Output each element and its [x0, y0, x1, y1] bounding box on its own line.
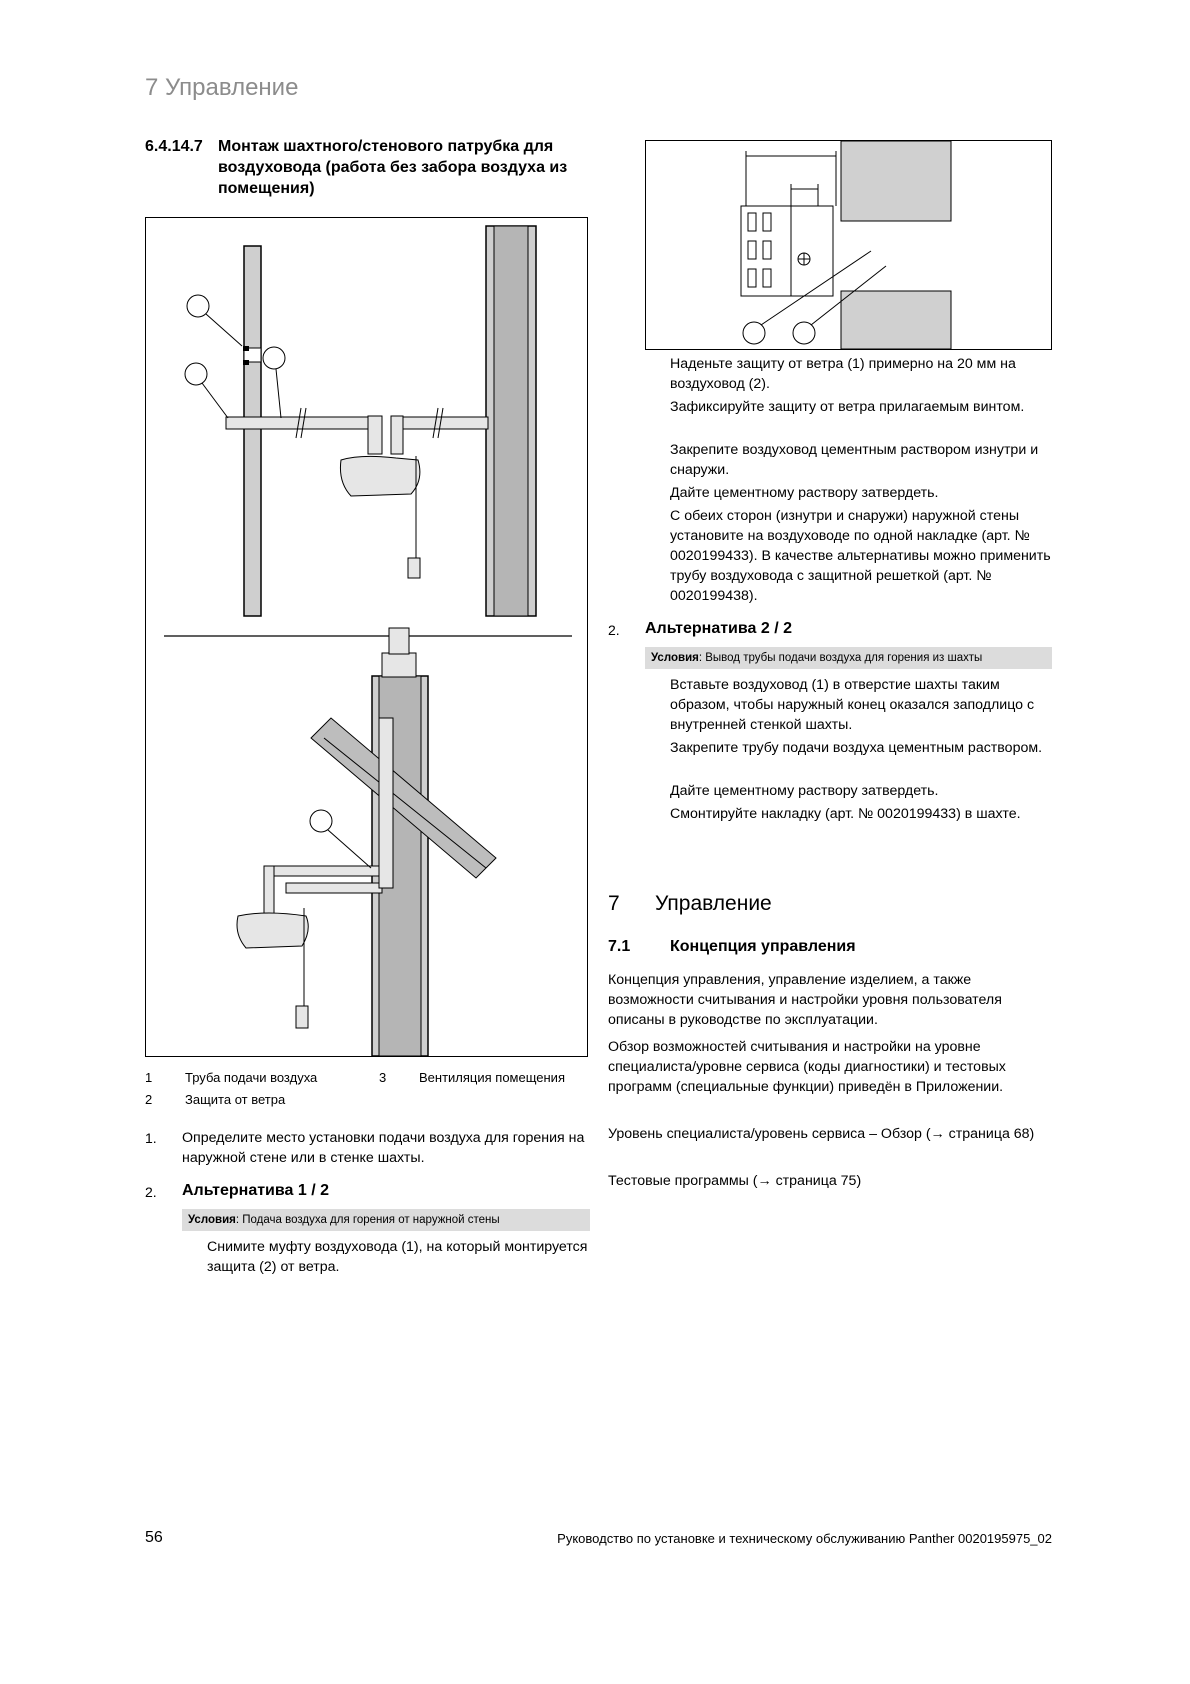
cement-harden-step: Дайте цементному раствору затвердеть.: [670, 485, 939, 501]
chapter-header: 7 Управление: [145, 74, 299, 101]
step-number: 2.: [608, 622, 620, 638]
chapter-number: 7: [608, 892, 620, 915]
chapter7-paragraph: Тестовые программы (→ страница 75): [608, 1173, 862, 1189]
alt2-step: Закрепите трубу подачи воздуха цементным раствором.: [670, 740, 1043, 756]
legend-text: Защита от ветра: [185, 1092, 286, 1107]
legend-text: Труба подачи воздуха: [185, 1070, 318, 1085]
alt2-step: Дайте цементному раствору затвердеть.: [670, 783, 939, 799]
wind-guard-figure: [645, 140, 1052, 350]
step-text: Определите место установки подачи воздуха для горения на наружной стене или в стенке шахты.: [182, 1130, 585, 1166]
chapter7-paragraph: Уровень специалиста/уровень сервиса – Обзор (→ страница 68): [608, 1126, 1035, 1142]
figure-legend: [145, 1070, 590, 1110]
step-number: 1.: [145, 1130, 157, 1146]
step-number: 2.: [145, 1184, 157, 1200]
installation-figure: [145, 217, 588, 1057]
condition-text: : Вывод трубы подачи воздуха для горения из шахты: [698, 652, 983, 664]
alt2-step: Смонтируйте накладку (арт. № 0020199433) в шахте.: [670, 806, 1021, 822]
subsection-number: 7.1: [608, 938, 631, 955]
condition-text: : Подача воздуха для горения от наружной стены: [235, 1214, 500, 1226]
chapter7-paragraph: Концепция управления, управление изделием, а также возможности считывания и настройки уровня пользователя описаны в руководстве по эксплуатации.: [608, 972, 1002, 1028]
alternative-2-heading: Альтернатива 2 / 2: [645, 620, 792, 637]
alt1-instruction: Снимите муфту воздуховода (1), на который монтируется защита (2) от ветра.: [207, 1239, 588, 1275]
chapter-title: Управление: [655, 892, 772, 915]
wind-guard-step: Наденьте защиту от ветра (1) примерно на 20 мм на воздуховод (2).: [670, 356, 1016, 392]
document-title: Руководство по установке и техническому обслуживанию Panther 0020195975_02: [557, 1531, 1052, 1546]
alt2-step: Вставьте воздуховод (1) в отверстие шахты таким образом, чтобы наружный конец оказался заподлицо с внутренней стенкой шахты.: [670, 677, 1035, 733]
condition-bar: [645, 647, 1052, 669]
chapter7-paragraph: Обзор возможностей считывания и настройки на уровне специалиста/уровне сервиса (коды диагностики) и тестовых программ (специальные функции) приведён в Приложении.: [608, 1039, 1006, 1095]
condition-label: Условия: [188, 1214, 236, 1226]
installation-drawing: [146, 218, 587, 1056]
legend-num: 2: [145, 1092, 153, 1107]
cover-step: С обеих сторон (изнутри и снаружи) наружной стены установите на воздуховоде по одной накладке (арт. № 0020199433). В качестве альтернативы можно применить трубу воздуховода с защитной решеткой (арт. № 0020199438).: [670, 508, 1051, 604]
legend-text: Вентиляция помещения: [419, 1070, 565, 1085]
page-number: 56: [145, 1529, 163, 1546]
section-title: Монтаж шахтного/стенового патрубка для воздуховода (работа без забора воздуха из помещения): [218, 138, 568, 197]
legend-num: 1: [145, 1070, 153, 1085]
section-number: 6.4.14.7: [145, 138, 203, 155]
legend-num: 3: [379, 1070, 387, 1085]
fixing-step: Зафиксируйте защиту от ветра прилагаемым винтом.: [670, 399, 1025, 415]
cement-step: Закрепите воздуховод цементным раствором изнутри и снаружи.: [670, 442, 1039, 478]
condition-label: Условия: [651, 652, 699, 664]
condition-bar: [182, 1209, 590, 1231]
wind-guard-drawing: [646, 141, 1051, 349]
alternative-1-heading: Альтернатива 1 / 2: [182, 1182, 329, 1199]
subsection-title: Концепция управления: [670, 938, 856, 955]
